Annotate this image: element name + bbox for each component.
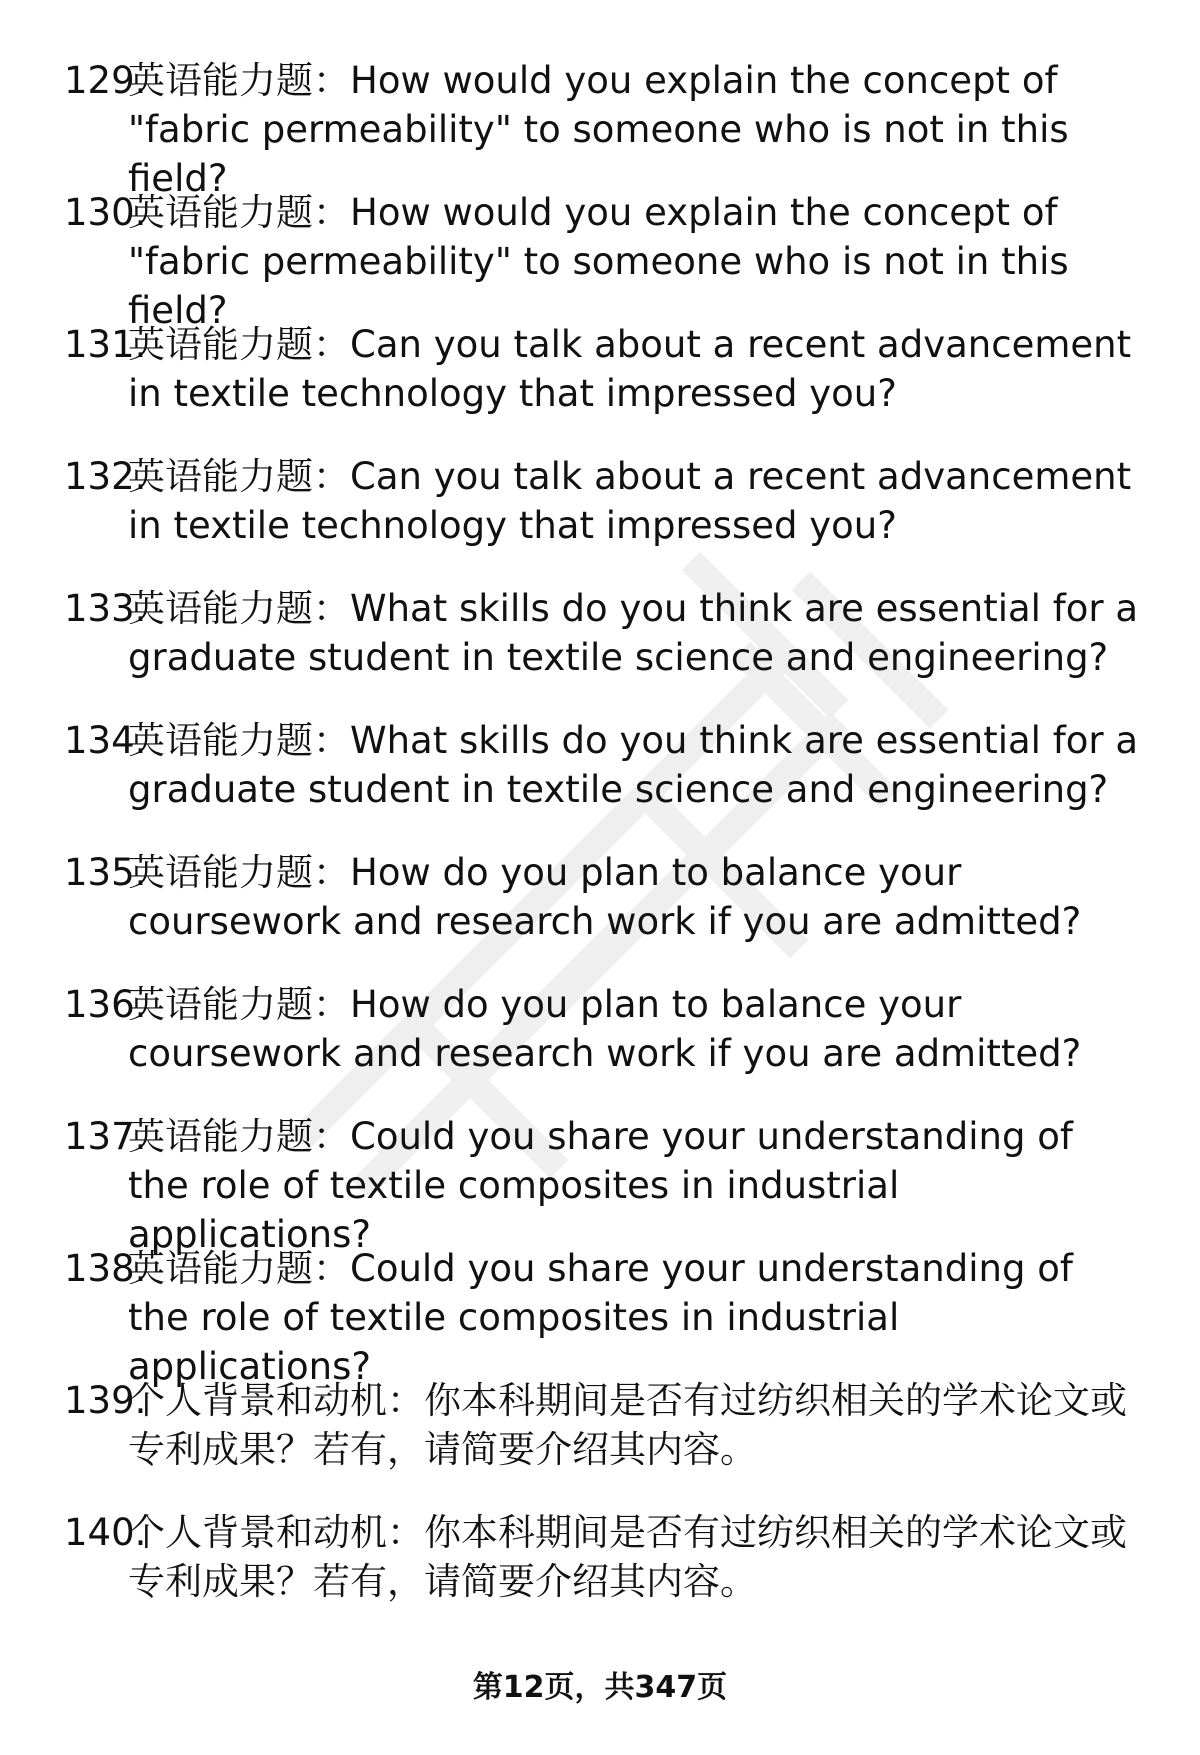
question-category: 英语能力题： bbox=[128, 983, 350, 1026]
question-number: 138. bbox=[64, 1247, 147, 1290]
question-text bbox=[128, 980, 1138, 1078]
question-body: 你本科期间是否有过纺织相关的学术论文或专利成果？若有，请简要介绍其内容。 bbox=[128, 1511, 1127, 1603]
question-body: Can you talk about a recent advancement in textile technology that impressed you? bbox=[128, 323, 1132, 415]
question-category: 英语能力题： bbox=[128, 455, 350, 498]
question-item-130 bbox=[0, 188, 1200, 332]
question-number: 130. bbox=[64, 191, 147, 234]
question-item-135 bbox=[0, 848, 1200, 980]
question-number: 135. bbox=[64, 851, 147, 894]
question-number: 139. bbox=[64, 1379, 147, 1422]
question-category: 英语能力题： bbox=[128, 323, 350, 366]
question-item-131 bbox=[0, 320, 1200, 452]
question-item-138 bbox=[0, 1244, 1200, 1388]
question-category: 英语能力题： bbox=[128, 1115, 350, 1158]
question-item-129 bbox=[0, 56, 1200, 200]
question-number: 131. bbox=[64, 323, 147, 366]
question-category: 英语能力题： bbox=[128, 59, 350, 102]
question-text bbox=[128, 188, 1138, 335]
question-number: 137. bbox=[64, 1115, 147, 1158]
question-category: 英语能力题： bbox=[128, 191, 350, 234]
question-item-139 bbox=[0, 1376, 1200, 1508]
question-body: What skills do you think are essential for a graduate student in textile science and engineering? bbox=[128, 719, 1139, 811]
question-body: How would you explain the concept of "fabric permeability" to someone who is not in this field? bbox=[128, 191, 1069, 332]
question-text bbox=[128, 716, 1138, 814]
question-text bbox=[128, 584, 1138, 682]
question-item-132 bbox=[0, 452, 1200, 584]
question-body: 你本科期间是否有过纺织相关的学术论文或专利成果？若有，请简要介绍其内容。 bbox=[128, 1379, 1127, 1471]
question-number: 134. bbox=[64, 719, 147, 762]
page-footer bbox=[0, 1668, 1200, 1708]
question-list bbox=[0, 56, 1200, 1640]
question-body: How do you plan to balance your coursework and research work if you are admitted? bbox=[128, 851, 1082, 943]
question-category: 个人背景和动机： bbox=[128, 1379, 424, 1422]
question-body: How would you explain the concept of "fabric permeability" to someone who is not in this field? bbox=[128, 59, 1069, 200]
question-body: Could you share your understanding of the role of textile composites in industrial applications? bbox=[128, 1115, 1073, 1256]
question-number: 133. bbox=[64, 587, 147, 630]
question-item-133 bbox=[0, 584, 1200, 716]
question-body: Could you share your understanding of the role of textile composites in industrial applications? bbox=[128, 1247, 1073, 1388]
question-text bbox=[128, 1244, 1138, 1391]
question-category: 个人背景和动机： bbox=[128, 1511, 424, 1554]
question-number: 140. bbox=[64, 1511, 147, 1554]
question-text bbox=[128, 56, 1138, 203]
question-item-140 bbox=[0, 1508, 1200, 1640]
question-text bbox=[128, 1112, 1138, 1259]
question-text bbox=[128, 320, 1138, 418]
question-number: 132. bbox=[64, 455, 147, 498]
question-number: 136. bbox=[64, 983, 147, 1026]
question-category: 英语能力题： bbox=[128, 719, 350, 762]
question-body: How do you plan to balance your coursework and research work if you are admitted? bbox=[128, 983, 1082, 1075]
question-body: What skills do you think are essential for a graduate student in textile science and engineering? bbox=[128, 587, 1139, 679]
question-body: Can you talk about a recent advancement in textile technology that impressed you? bbox=[128, 455, 1132, 547]
question-category: 英语能力题： bbox=[128, 851, 350, 894]
question-item-136 bbox=[0, 980, 1200, 1112]
question-text bbox=[128, 1508, 1138, 1606]
question-category: 英语能力题： bbox=[128, 1247, 350, 1290]
question-text bbox=[128, 452, 1138, 550]
question-text bbox=[128, 848, 1138, 946]
question-text bbox=[128, 1376, 1138, 1474]
question-item-137 bbox=[0, 1112, 1200, 1256]
question-number: 129. bbox=[64, 59, 147, 102]
question-category: 英语能力题： bbox=[128, 587, 350, 630]
question-item-134 bbox=[0, 716, 1200, 848]
page-number-label: 第12页，共347页 bbox=[472, 1670, 728, 1705]
